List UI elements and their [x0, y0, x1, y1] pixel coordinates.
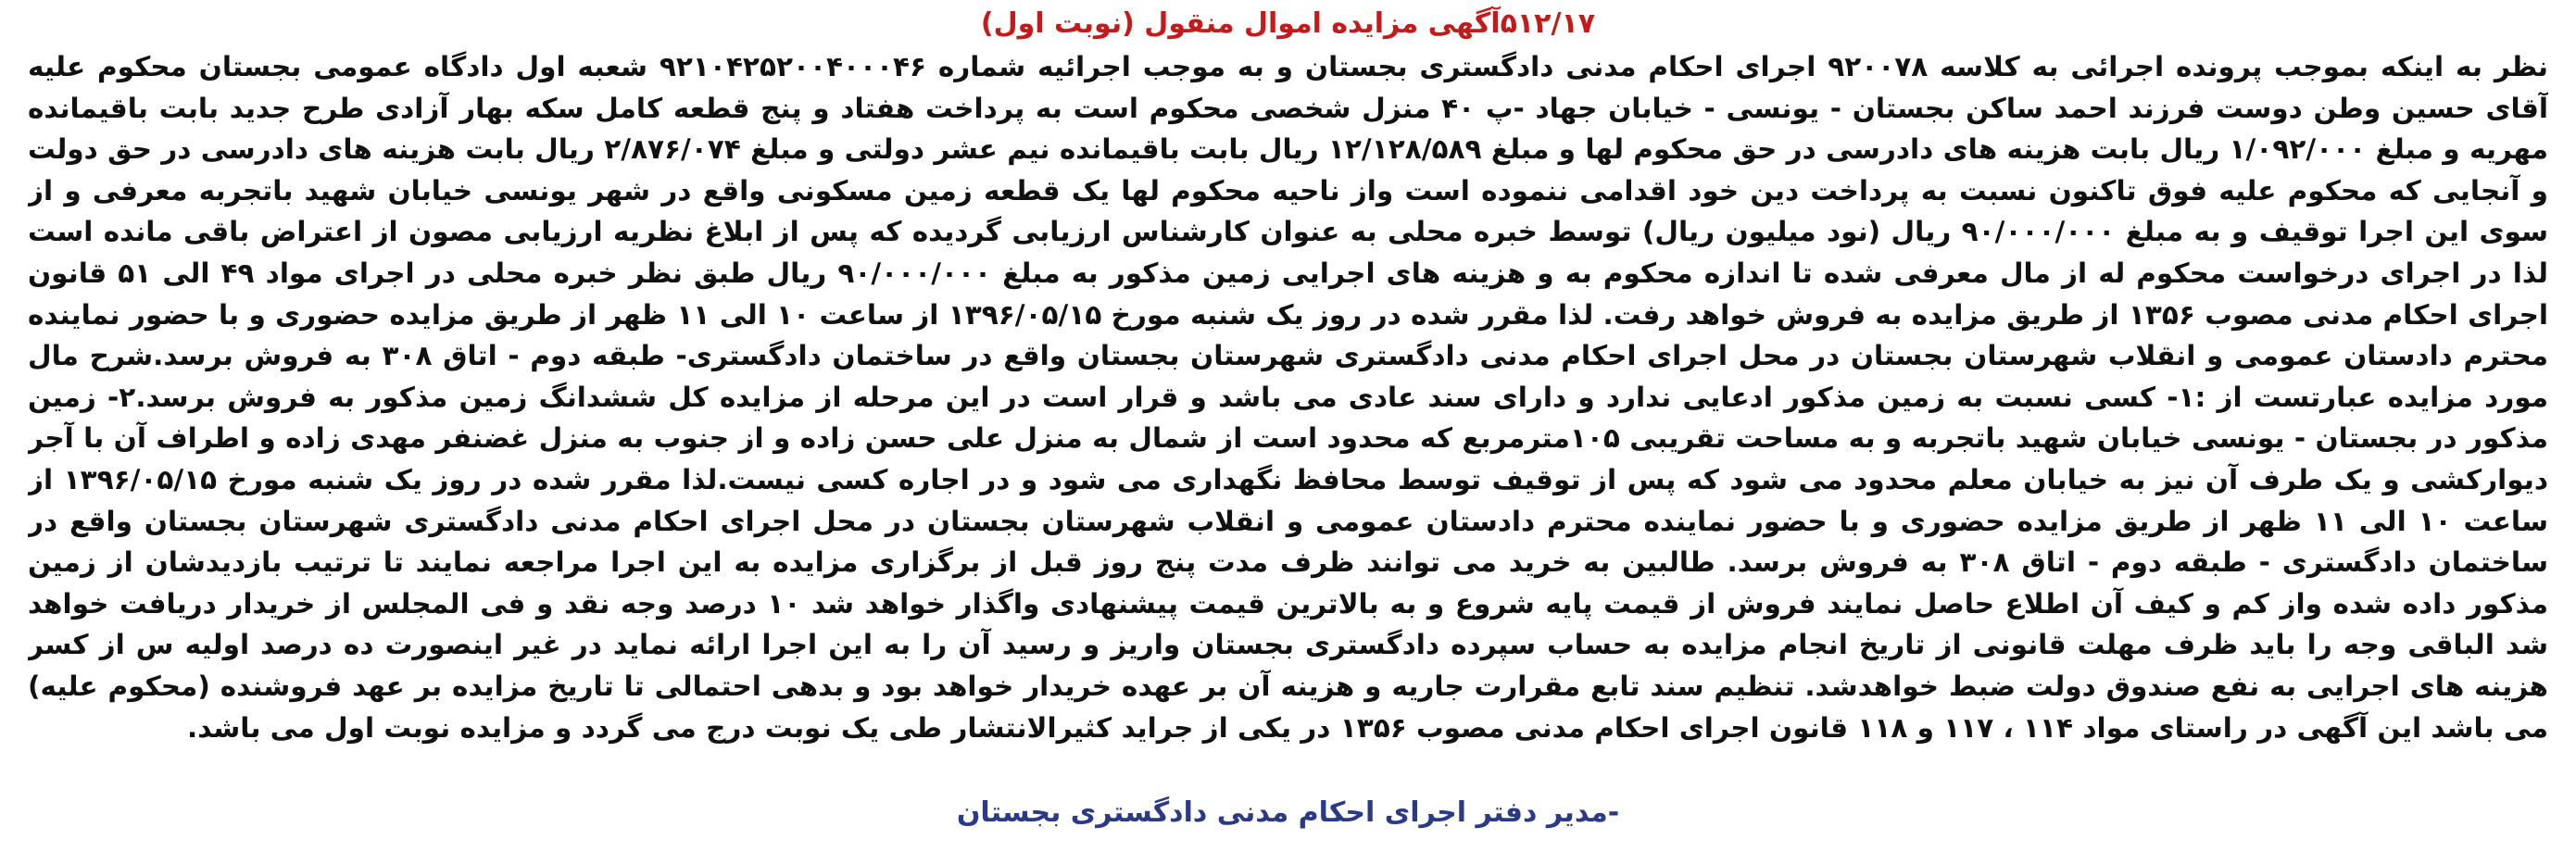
notice-title: ۵۱۲/۱۷آگهی مزایده اموال منقول (نوبت اول): [980, 7, 1596, 40]
notice-body: نظر به اینکه بموجب پرونده اجرائی به کلاسه ۹۲۰۰۷۸ اجرای احکام مدنی دادگستری بجستان و به موجب اجرائیه شماره ۹۲۱۰۴۲۵۲۰۰۴۰۰۰۴۶ شعبه اول دادگاه عمومی بجستان محکوم علیه آقای حسین وطن دوست فرزند احمد ساکن بجستان - یونسی - خیابان جهاد -پ ۴۰ منزل شخصی محکوم است به پرداخت هفتاد و پنج قطعه کامل سکه بهار آزادی طرح جدید بابت باقیمانده مهریه و مبلغ ۱/۰۹۲/۰۰۰ ریال بابت هزینه های دادرسی در حق محکوم لها و مبلغ ۱۲/۱۲۸/۵۸۹ ریال بابت باقیمانده نیم عشر دولتی و مبلغ ۲/۸۷۶/۰۷۴ ریال بابت هزینه های دادرسی در حق دولت و آنجایی که محکوم علیه فوق تاکنون نسبت به پرداخت دین خود اقدامی ننموده است واز ناحیه محکوم لها یک قطعه زمین مسکونی واقع در شهر یونسی خیابان شهید باتجربه معرفی و از سوی این اجرا توقیف و به مبلغ ۹۰/۰۰۰/۰۰۰ ریال (نود میلیون ریال) توسط خبره محلی به عنوان کارشناس ارزیابی گردیده که پس از ابلاغ نظریه ارزیابی مصون از اعتراض باقی مانده است لذا در اجرای درخواست محکوم له از مال معرفی شده تا اندازه محکوم به و هزینه های اجرایی زمین مذکور به مبلغ ۹۰/۰۰۰/۰۰۰ ریال طبق نظر خبره محلی در اجرای مواد ۴۹ الی ۵۱ قانون اجرای احکام مدنی مصوب ۱۳۵۶ از طریق مزایده به فروش خواهد رفت. لذا مقرر شده در روز یک شنبه مورخ ۱۳۹۶/۰۵/۱۵ از ساعت ۱۰ الی ۱۱ ظهر از طریق مزایده حضوری و با حضور نماینده محترم دادستان عمومی و انقلاب شهرستان بجستان در محل اجرای احکام مدنی دادگستری شهرستان بجستان واقع در ساختمان دادگستری- طبقه دوم - اتاق ۳۰۸ به فروش برسد.شرح مال مورد مزایده عبارتست از :۱- کسی نسبت به زمین مذکور ادعایی ندارد و دارای سند عادی می باشد و قرار است در این مرحله از مزایده کل ششدانگ زمین مذکور به فروش برسد.۲- زمین مذکور در بجستان - یونسی خیابان شهید باتجربه و به مساحت تقریبی ۱۰۵مترمربع که محدود است از شمال به منزل علی حسن زاده و از جنوب به منزل غضنفر مهدی زاده و اطراف آن با آجر دیوارکشی و یک طرف آن نیز به خیابان معلم محدود می شود که پس از توقیف توسط محافظ نگهداری می شود و در اجاره کسی نیست.لذا مقرر شده در روز یک شنبه مورخ ۱۳۹۶/۰۵/۱۵ از ساعت ۱۰ الی ۱۱ ظهر از طریق مزایده حضوری و با حضور نماینده محترم دادستان عمومی و انقلاب شهرستان بجستان در محل اجرای احکام مدنی دادگستری شهرستان بجستان واقع در ساختمان دادگستری - طبقه دوم - اتاق ۳۰۸ به فروش برسد. طالبین به خرید می توانند ظرف مدت پنج روز قبل از برگزاری مزایده به این اجرا مراجعه نمایند تا ترتیب بازدیدشان از زمین مذکور داده شده واز کم و کیف آن اطلاع حاصل نمایند فروش از قیمت پایه شروع و به بالاترین قیمت پیشنهادی واگذار خواهد شد ۱۰ درصد وجه نقد و فی المجلس از خریدار دریافت خواهد شد الباقی وجه را باید ظرف مهلت قانونی از تاریخ انجام مزایده به حساب سپرده دادگستری بجستان واریز و رسید آن را به این اجرا ارائه نماید در غیر اینصورت ده درصد اولیه س از کسر هزینه های اجرایی به نفع صندوق دولت ضبط خواهدشد. تنظیم سند تابع مقرارت جاریه و هزینه آن بر عهده خریدار خواهد بود و بدهی احتمالی تا تاریخ مزایده بر عهد فروشنده (محکوم علیه) می باشد این آگهی در راستای مواد ۱۱۴ ، ۱۱۷ و ۱۱۸ قانون اجرای احکام مدنی مصوب ۱۳۵۶ در یکی از جراید کثیرالانتشار طی یک نوبت درج می گردد و مزایده نوبت اول می باشد.: [28, 51, 2548, 744]
notice-signature: -مدیر دفتر اجرای احکام مدنی دادگستری بجستان: [956, 796, 1620, 829]
